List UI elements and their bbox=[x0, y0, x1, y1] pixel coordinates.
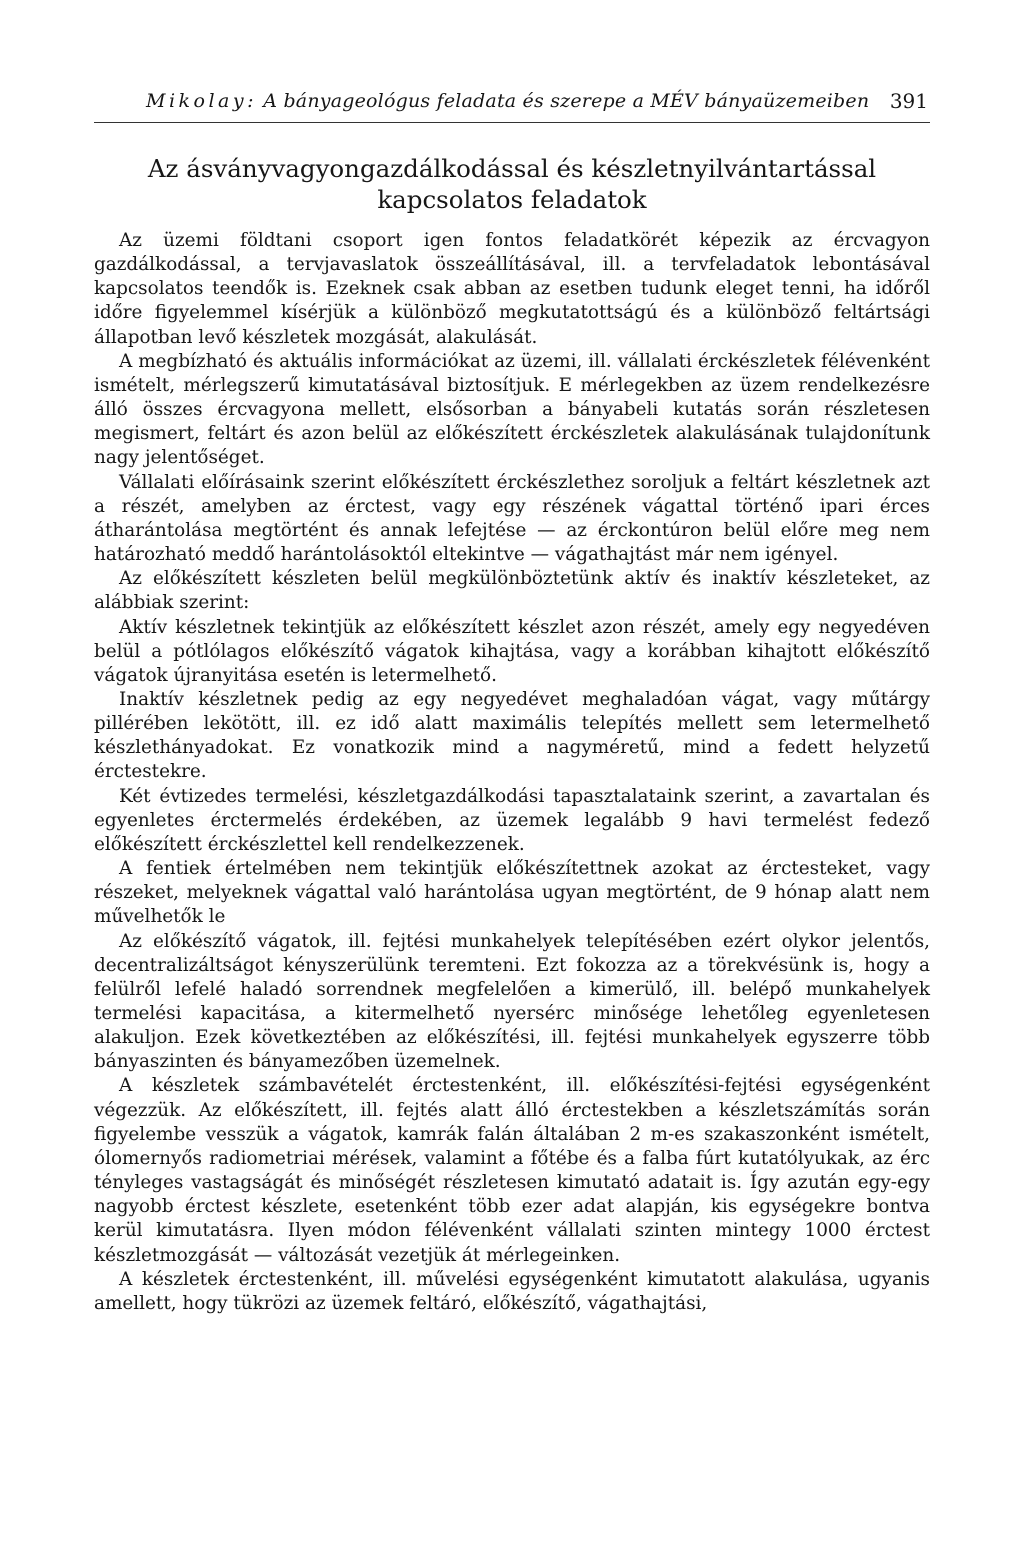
paragraph-8: A fentiek értelmében nem tekintjük előkészítettnek azokat az érctesteket, vagy részeket, melyeknek vágattal való harántolása ugyan megtörtént, de 9 hónap alatt nem művelhetők le bbox=[94, 858, 930, 928]
running-header bbox=[94, 86, 930, 123]
paragraph-2: A megbízható és aktuális információkat az üzemi, ill. vállalati érckészletek félévenként ismételt, mérlegszerű kimutatásával biztosítjuk. E mérlegekben az üzem rendelkezésre álló összes ércvagyona mellett, elsősorban a bányabeli kutatás során részletesen megismert, feltárt és azon belül az előkészített érckészletek alakulásának tulajdonítunk nagy jelentőséget. bbox=[94, 350, 930, 469]
header-title-line bbox=[146, 90, 869, 112]
paragraph-4: Az előkészített készleten belül megkülönböztetünk aktív és inaktív készleteket, az alábbiak szerint: bbox=[94, 568, 930, 614]
body-text bbox=[94, 229, 930, 1316]
paragraph-10: A készletek számbavételét érctestenként, ill. előkészítési-fejtési egységenként végezzük. Az előkészített, ill. fejtés alatt álló érctestekben a készletszámítás során figyelembe vesszük a vágatok, kamrák falán általában 2 m-es szakaszonként ismételt, ólomernyős radiometriai mérések, valamint a főtébe és a falba fúrt kutatólyukak, az érc tényleges vastagságát és minőségét részletesen kimutató adatait is. Így azután egy-egy nagyobb érctest készlete, esetenként több ezer adat alapján, kis egységekre bontva kerül kimutatásra. Ilyen módon félévenként vállalati szinten mintegy 1000 érctest készletmozgását — változását vezetjük át mérlegeinken. bbox=[94, 1075, 930, 1266]
paragraph-3: Vállalati előírásaink szerint előkészített érckészlethez soroljuk a feltárt készletnek azt a részét, amelyben az érctest, vagy egy részének vágattal történő ipari érces átharántolása megtörtént és annak lefejtése — az érckontúron belül előre meg nem határozható meddő harántolásoktól eltekintve — vágathajtást már nem igényel. bbox=[94, 471, 930, 566]
section-heading-line-2: kapcsolatos feladatok bbox=[377, 185, 647, 214]
page-number: 391 bbox=[889, 89, 928, 113]
header-article-title: A bányageológus feladata és szerepe a MÉV bányaüzemeiben bbox=[263, 90, 870, 112]
section-heading-line-1: Az ásványvagyongazdálkodással és készletnyilvántartással bbox=[147, 154, 877, 183]
paragraph-5: Aktív készletnek tekintjük az előkészített készlet azon részét, amely egy negyedéven belül a pótlólagos előkészítő vágatok kihajtása, vagy a korábban kihajtott előkészítő vágatok újranyitása esetén is letermelhető. bbox=[94, 616, 930, 686]
paragraph-11: A készletek érctestenként, ill. művelési egységenként kimutatott alakulása, ugyanis amellett, hogy tükrözi az üzemek feltáró, előkészítő, vágathajtási, bbox=[94, 1268, 930, 1314]
section-heading bbox=[94, 153, 930, 215]
paragraph-7: Két évtizedes termelési, készletgazdálkodási tapasztalataink szerint, a zavartalan és egyenletes érctermelés érdekében, az üzemek legalább 9 havi termelést fedező előkészített érckészlettel kell rendelkezzenek. bbox=[94, 785, 930, 855]
paragraph-1: Az üzemi földtani csoport igen fontos feladatkörét képezik az ércvagyon gazdálkodással, a tervjavaslatok összeállításával, ill. a tervfeladatok lebontásával kapcsolatos teendők is. Ezeknek csak abban az esetben tudunk eleget tenni, ha időről időre figyelemmel kísérjük a különböző megkutatottságú és a különböző feltártsági állapotban levő készletek mozgását, alakulását. bbox=[94, 230, 930, 348]
paragraph-6: Inaktív készletnek pedig az egy negyedévet meghaladóan vágat, vagy műtárgy pillérében lekötött, ill. ez idő alatt maximális telepítés mellett sem letermelhető készlethányadokat. Ez vonatkozik mind a nagyméretű, mind a fedett helyzetű érctestekre. bbox=[94, 688, 930, 783]
document-page bbox=[94, 86, 930, 1316]
paragraph-9: Az előkészítő vágatok, ill. fejtési munkahelyek telepítésében ezért olykor jelentős, decentralizáltságot kényszerülünk teremteni. Ezt fokozza az a törekvésünk is, hogy a felülről lefelé haladó sorrendnek megfelelően a kimerülő, ill. belépő munkahelyek termelési kapacitása, a kitermelhető nyersérc minősége lehetőleg egyenletesen alakuljon. Ezek következtében az előkészítési, ill. fejtési munkahelyek egyszerre több bányaszinten és bányamezőben üzemelnek. bbox=[94, 930, 930, 1073]
header-author: Mikolay: bbox=[146, 90, 258, 112]
